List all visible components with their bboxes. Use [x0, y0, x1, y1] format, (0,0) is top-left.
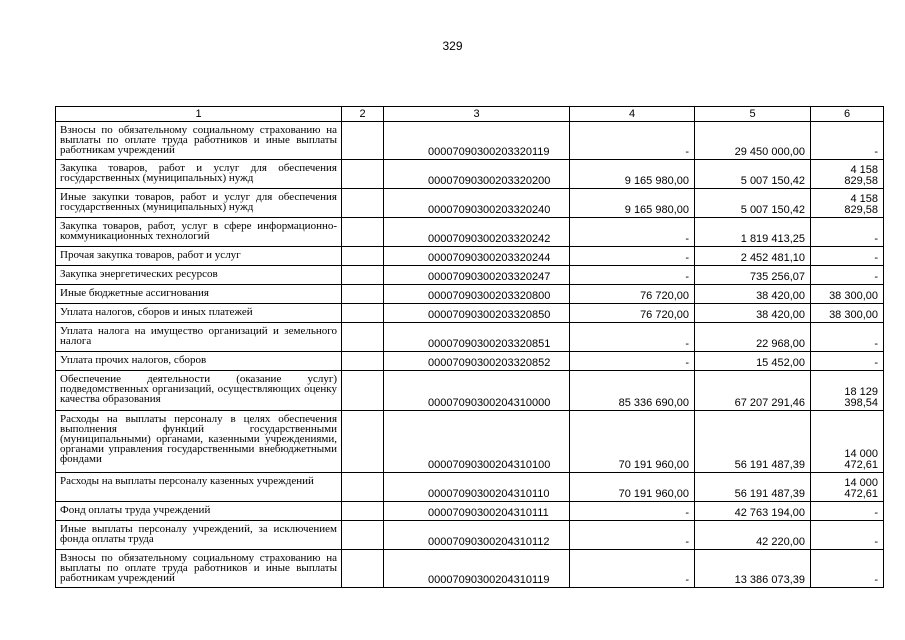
row-col2-cell — [342, 247, 384, 266]
header-col-1: 1 — [56, 107, 342, 122]
row-col2-cell — [342, 304, 384, 323]
row-code-cell: 00007090300203320244 — [384, 247, 570, 266]
row-col4-value: 76 720,00 — [570, 285, 695, 304]
table-row — [56, 266, 884, 285]
row-code-cell: 00007090300204310111 — [384, 502, 570, 521]
row-col6-value: 4 158 829,58 — [811, 160, 884, 189]
row-name-cell: Уплата налога на имущество организаций и земельного налога — [56, 323, 342, 352]
row-col6-value: 38 300,00 — [811, 285, 884, 304]
row-col4-value: - — [570, 122, 695, 160]
row-name-cell: Взносы по обязательному социальному страхованию на выплаты по оплате труда работников и иные выплаты работникам учреждений — [56, 550, 342, 588]
row-name-cell: Прочая закупка товаров, работ и услуг — [56, 247, 342, 266]
row-col4-value: - — [570, 323, 695, 352]
row-col5-value: 38 420,00 — [695, 304, 811, 323]
table-row — [56, 550, 884, 588]
row-col5-value: 1 819 413,25 — [695, 218, 811, 247]
row-col5-value: 56 191 487,39 — [695, 473, 811, 502]
row-col6-value: - — [811, 550, 884, 588]
row-name-cell: Иные закупки товаров, работ и услуг для обеспечения государственных (муниципальных) нужд — [56, 189, 342, 218]
row-col5-value: 42 220,00 — [695, 521, 811, 550]
row-col4-value: - — [570, 502, 695, 521]
row-code-cell: 00007090300204310100 — [384, 411, 570, 473]
row-col4-value: 85 336 690,00 — [570, 371, 695, 411]
table-row — [56, 473, 884, 502]
row-col4-value: 9 165 980,00 — [570, 160, 695, 189]
row-col6-value: - — [811, 502, 884, 521]
row-col5-value: 29 450 000,00 — [695, 122, 811, 160]
row-name-cell: Закупка товаров, работ, услуг в сфере информационно-коммуникационных технологий — [56, 218, 342, 247]
row-col2-cell — [342, 371, 384, 411]
table-row — [56, 521, 884, 550]
table-row — [56, 189, 884, 218]
row-col5-value: 5 007 150,42 — [695, 160, 811, 189]
row-col5-value: 22 968,00 — [695, 323, 811, 352]
row-col4-value: - — [570, 247, 695, 266]
row-col4-value: - — [570, 266, 695, 285]
row-code-cell: 00007090300203320242 — [384, 218, 570, 247]
row-col5-value: 42 763 194,00 — [695, 502, 811, 521]
row-code-cell: 00007090300204310112 — [384, 521, 570, 550]
row-col4-value: 70 191 960,00 — [570, 473, 695, 502]
table-row — [56, 218, 884, 247]
header-col-2: 2 — [342, 107, 384, 122]
row-code-cell: 00007090300203320851 — [384, 323, 570, 352]
table-row — [56, 122, 884, 160]
row-col5-value: 15 452,00 — [695, 352, 811, 371]
row-name-cell: Расходы на выплаты персоналу в целях обеспечения выполнения функций государственными (муниципальными) органами, казенными учреждениями, органами управления государственными внебюджетными фондами — [56, 411, 342, 473]
row-code-cell: 00007090300204310000 — [384, 371, 570, 411]
row-name-cell: Иные бюджетные ассигнования — [56, 285, 342, 304]
row-code-cell: 00007090300203320240 — [384, 189, 570, 218]
row-name-cell: Уплата прочих налогов, сборов — [56, 352, 342, 371]
table-row — [56, 323, 884, 352]
row-col6-value: - — [811, 323, 884, 352]
header-col-3: 3 — [384, 107, 570, 122]
row-col6-value: - — [811, 247, 884, 266]
row-col6-value: - — [811, 266, 884, 285]
row-code-cell: 00007090300203320800 — [384, 285, 570, 304]
row-col5-value: 735 256,07 — [695, 266, 811, 285]
row-col2-cell — [342, 218, 384, 247]
table-row — [56, 160, 884, 189]
row-col2-cell — [342, 521, 384, 550]
row-col4-value: - — [570, 352, 695, 371]
row-col4-value: - — [570, 550, 695, 588]
table-body — [56, 122, 884, 588]
row-col4-value: 76 720,00 — [570, 304, 695, 323]
budget-table — [55, 106, 884, 588]
row-col4-value: - — [570, 218, 695, 247]
row-col5-value: 13 386 073,39 — [695, 550, 811, 588]
row-col2-cell — [342, 122, 384, 160]
row-col5-value: 5 007 150,42 — [695, 189, 811, 218]
row-name-cell: Расходы на выплаты персоналу казенных учреждений — [56, 473, 342, 502]
table-row — [56, 411, 884, 473]
table-row — [56, 502, 884, 521]
row-col4-value: - — [570, 521, 695, 550]
row-name-cell: Закупка энергетических ресурсов — [56, 266, 342, 285]
row-col5-value: 67 207 291,46 — [695, 371, 811, 411]
table-row — [56, 247, 884, 266]
row-col6-value: 14 000 472,61 — [811, 473, 884, 502]
row-col5-value: 56 191 487,39 — [695, 411, 811, 473]
row-col2-cell — [342, 473, 384, 502]
row-col5-value: 38 420,00 — [695, 285, 811, 304]
row-col6-value: - — [811, 352, 884, 371]
row-code-cell: 00007090300204310119 — [384, 550, 570, 588]
row-col2-cell — [342, 411, 384, 473]
row-name-cell: Закупка товаров, работ и услуг для обеспечения государственных (муниципальных) нужд — [56, 160, 342, 189]
table-row — [56, 285, 884, 304]
row-name-cell: Фонд оплаты труда учреждений — [56, 502, 342, 521]
row-col2-cell — [342, 285, 384, 304]
row-code-cell: 00007090300203320850 — [384, 304, 570, 323]
row-col4-value: 70 191 960,00 — [570, 411, 695, 473]
row-col2-cell — [342, 266, 384, 285]
header-row — [56, 107, 884, 122]
row-col2-cell — [342, 323, 384, 352]
page-number: 329 — [442, 39, 463, 53]
row-col2-cell — [342, 160, 384, 189]
row-col2-cell — [342, 550, 384, 588]
row-name-cell: Взносы по обязательному социальному страхованию на выплаты по оплате труда работников и иные выплаты работникам учреждений — [56, 122, 342, 160]
row-code-cell: 00007090300204310110 — [384, 473, 570, 502]
header-col-5: 5 — [695, 107, 811, 122]
table-row — [56, 352, 884, 371]
row-col2-cell — [342, 189, 384, 218]
row-col2-cell — [342, 502, 384, 521]
header-col-4: 4 — [570, 107, 695, 122]
row-col4-value: 9 165 980,00 — [570, 189, 695, 218]
row-code-cell: 00007090300203320200 — [384, 160, 570, 189]
row-name-cell: Уплата налогов, сборов и иных платежей — [56, 304, 342, 323]
row-col6-value: 14 000 472,61 — [811, 411, 884, 473]
table-row — [56, 304, 884, 323]
row-name-cell: Иные выплаты персоналу учреждений, за исключением фонда оплаты труда — [56, 521, 342, 550]
row-name-cell: Обеспечение деятельности (оказание услуг) подведомственных организаций, осуществляющих оценку качества образования — [56, 371, 342, 411]
row-col6-value: 38 300,00 — [811, 304, 884, 323]
row-col2-cell — [342, 352, 384, 371]
row-col5-value: 2 452 481,10 — [695, 247, 811, 266]
row-code-cell: 00007090300203320119 — [384, 122, 570, 160]
table-row — [56, 371, 884, 411]
row-code-cell: 00007090300203320247 — [384, 266, 570, 285]
row-col6-value: - — [811, 521, 884, 550]
row-col6-value: - — [811, 218, 884, 247]
header-col-6: 6 — [811, 107, 884, 122]
row-col6-value: 18 129 398,54 — [811, 371, 884, 411]
row-code-cell: 00007090300203320852 — [384, 352, 570, 371]
row-col6-value: 4 158 829,58 — [811, 189, 884, 218]
row-col6-value: - — [811, 122, 884, 160]
